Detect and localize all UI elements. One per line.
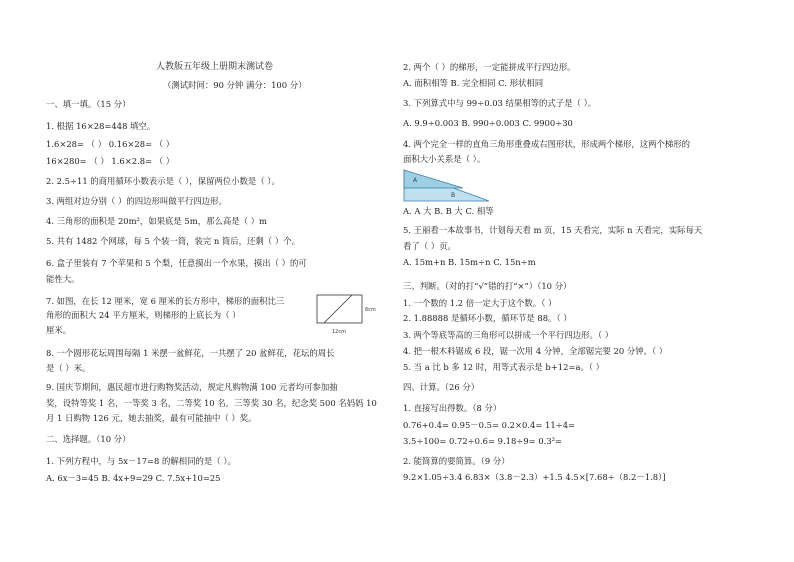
question-6-line-2: 能性大。 bbox=[46, 274, 80, 284]
choice-4-line-1: 4. 两个完全一样的直角三角形重叠成右图形状，形成两个梯形，这两个梯形的 bbox=[403, 139, 691, 149]
choice-3-options: A. 9.9÷0.003 B. 990÷0.003 C. 9900÷30 bbox=[403, 118, 573, 128]
calc-1-heading: 1. 直接写出得数。（8 分） bbox=[403, 403, 502, 413]
calc-2-heading: 2. 能简算的要简算。（9 分） bbox=[403, 456, 510, 466]
choice-1-options: A. 6x－3=45 B. 4x+9=29 C. 7.5x+10=25 bbox=[46, 473, 221, 483]
section-4-heading: 四、计算。（26 分） bbox=[403, 382, 480, 392]
choice-4-line-2: 面积大小关系是（ ）。 bbox=[403, 154, 486, 164]
choice-5-line-1: 5. 王丽看一本故事书，计划每天看 m 页，15 天看完，实际 n 天看完，实际每天 bbox=[403, 225, 703, 235]
question-5: 5. 共有 1482 个网球，每 5 个装一筒，装完 n 筒后，还剩（ ）个。 bbox=[46, 236, 300, 246]
choice-5-options: A. 15m+n B. 15m÷n C. 15n÷m bbox=[403, 257, 536, 267]
question-6-line-1: 6. 盒子里装有 7 个苹果和 5 个梨，任意摸出一个水果，摸出（ ）的可 bbox=[46, 258, 307, 268]
judge-1: 1. 一个数的 1.2 倍一定大于这个数。（ ） bbox=[403, 298, 557, 308]
judge-3: 3. 两个等底等高的三角形可以拼成一个平行四边形。（ ） bbox=[403, 330, 614, 340]
calc-2-row: 9.2×1.05÷3.4 6.83×（3.8－2.3）+1.5 4.5×[7.68÷（8.2－1.8）] bbox=[403, 472, 666, 482]
height-label: 6cm bbox=[365, 307, 376, 313]
page-subtitle: （测试时间：90 分钟 满分：100 分） bbox=[163, 80, 307, 90]
calc-1-row-1: 0.76+0.4= 0.95－0.5= 0.2×0.4= 11÷4= bbox=[403, 420, 576, 430]
choice-1: 1. 下列方程中，与 5x－17=8 的解相同的是（ ）。 bbox=[46, 456, 236, 466]
judge-5: 5. 当 a 比 b 多 12 时，用等式表示是 b+12=a。（ ） bbox=[403, 362, 605, 372]
question-1: 1. 根据 16×28=448 填空。 bbox=[46, 121, 156, 131]
question-4: 4. 三角形的面积是 20m²，如果底是 5m，那么高是（ ）m bbox=[46, 216, 267, 226]
question-8-line-2: 是（ ）米。 bbox=[46, 363, 91, 373]
question-1-row-b: 16×280= （ ） 1.6×2.8= （ ） bbox=[46, 156, 175, 166]
question-7-line-1: 7. 如图，在长 12 厘米，宽 6 厘米的长方形中，梯形的面积比三 bbox=[46, 296, 285, 306]
question-8-line-1: 8. 一个圆形花坛周围每隔 1 米摆一盆鲜花，一共摆了 20 盆鲜花，花坛的周长 bbox=[46, 348, 335, 358]
choice-2-options: A. 面积相等 B. 完全相同 C. 形状相同 bbox=[403, 78, 544, 88]
question-9-line-3: 月 1 日购物 126 元，她去抽奖，最有可能抽中（ ）奖。 bbox=[46, 413, 257, 423]
judge-2: 2. 1.88888 是循环小数，循环节是 88。（ ） bbox=[403, 313, 572, 323]
label-a: A bbox=[413, 177, 418, 184]
calc-1-row-2: 3.5÷100= 0.72÷0.6= 9.18÷9= 0.3²= bbox=[403, 436, 563, 446]
rectangle-outline bbox=[317, 295, 362, 323]
question-3: 3. 两组对边分别（ ）的四边形叫做平行四边形。 bbox=[46, 196, 227, 206]
choice-5-line-2: 看了（ ）页。 bbox=[403, 241, 456, 251]
question-7-line-3: 厘米。 bbox=[46, 325, 72, 335]
question-7-line-2: 角形的面积大 24 平方厘米，则梯形的上底长为（ ） bbox=[46, 310, 241, 320]
judge-4: 4. 把一根木料锯成 6 段，锯一次用 4 分钟，全部锯完要 20 分钟。（ ） bbox=[403, 346, 668, 356]
question-1-row-a: 1.6×28= （ ） 0.16×28= （ ） bbox=[46, 139, 175, 149]
label-b: B bbox=[451, 192, 456, 199]
section-1-heading: 一、填一填。（15 分） bbox=[46, 99, 131, 109]
section-2-heading: 二、选择题。（10 分） bbox=[46, 434, 131, 444]
triangles-diagram bbox=[403, 168, 493, 204]
section-3-heading: 三、判断。（对的打“√”错的打“×”）（10 分） bbox=[403, 281, 572, 291]
width-label: 12cm bbox=[332, 329, 346, 335]
choice-3: 3. 下列算式中与 99÷0.03 结果相等的式子是（ ）。 bbox=[403, 98, 597, 108]
choice-2: 2. 两个（ ）的梯形，一定能拼成平行四边形。 bbox=[403, 62, 576, 72]
rectangle-trapezoid-diagram bbox=[316, 293, 374, 341]
diagonal-divider bbox=[324, 295, 352, 323]
question-2: 2. 2.5÷11 的商用循环小数表示是（ ），保留两位小数是（ ）。 bbox=[46, 176, 280, 186]
page-title: 人教版五年级上册期末测试卷 bbox=[156, 62, 274, 72]
question-9-line-1: 9. 国庆节期间，惠民超市进行购物奖活动，规定凡购物满 100 元者均可参加抽 bbox=[46, 382, 338, 392]
question-9-line-2: 奖，设特等奖 1 名，一等奖 3 名，二等奖 10 名，三等奖 30 名，纪念奖 500 名妈妈 10 bbox=[46, 398, 377, 408]
choice-4-options: A. A 大 B. B 大 C. 相等 bbox=[403, 206, 494, 216]
